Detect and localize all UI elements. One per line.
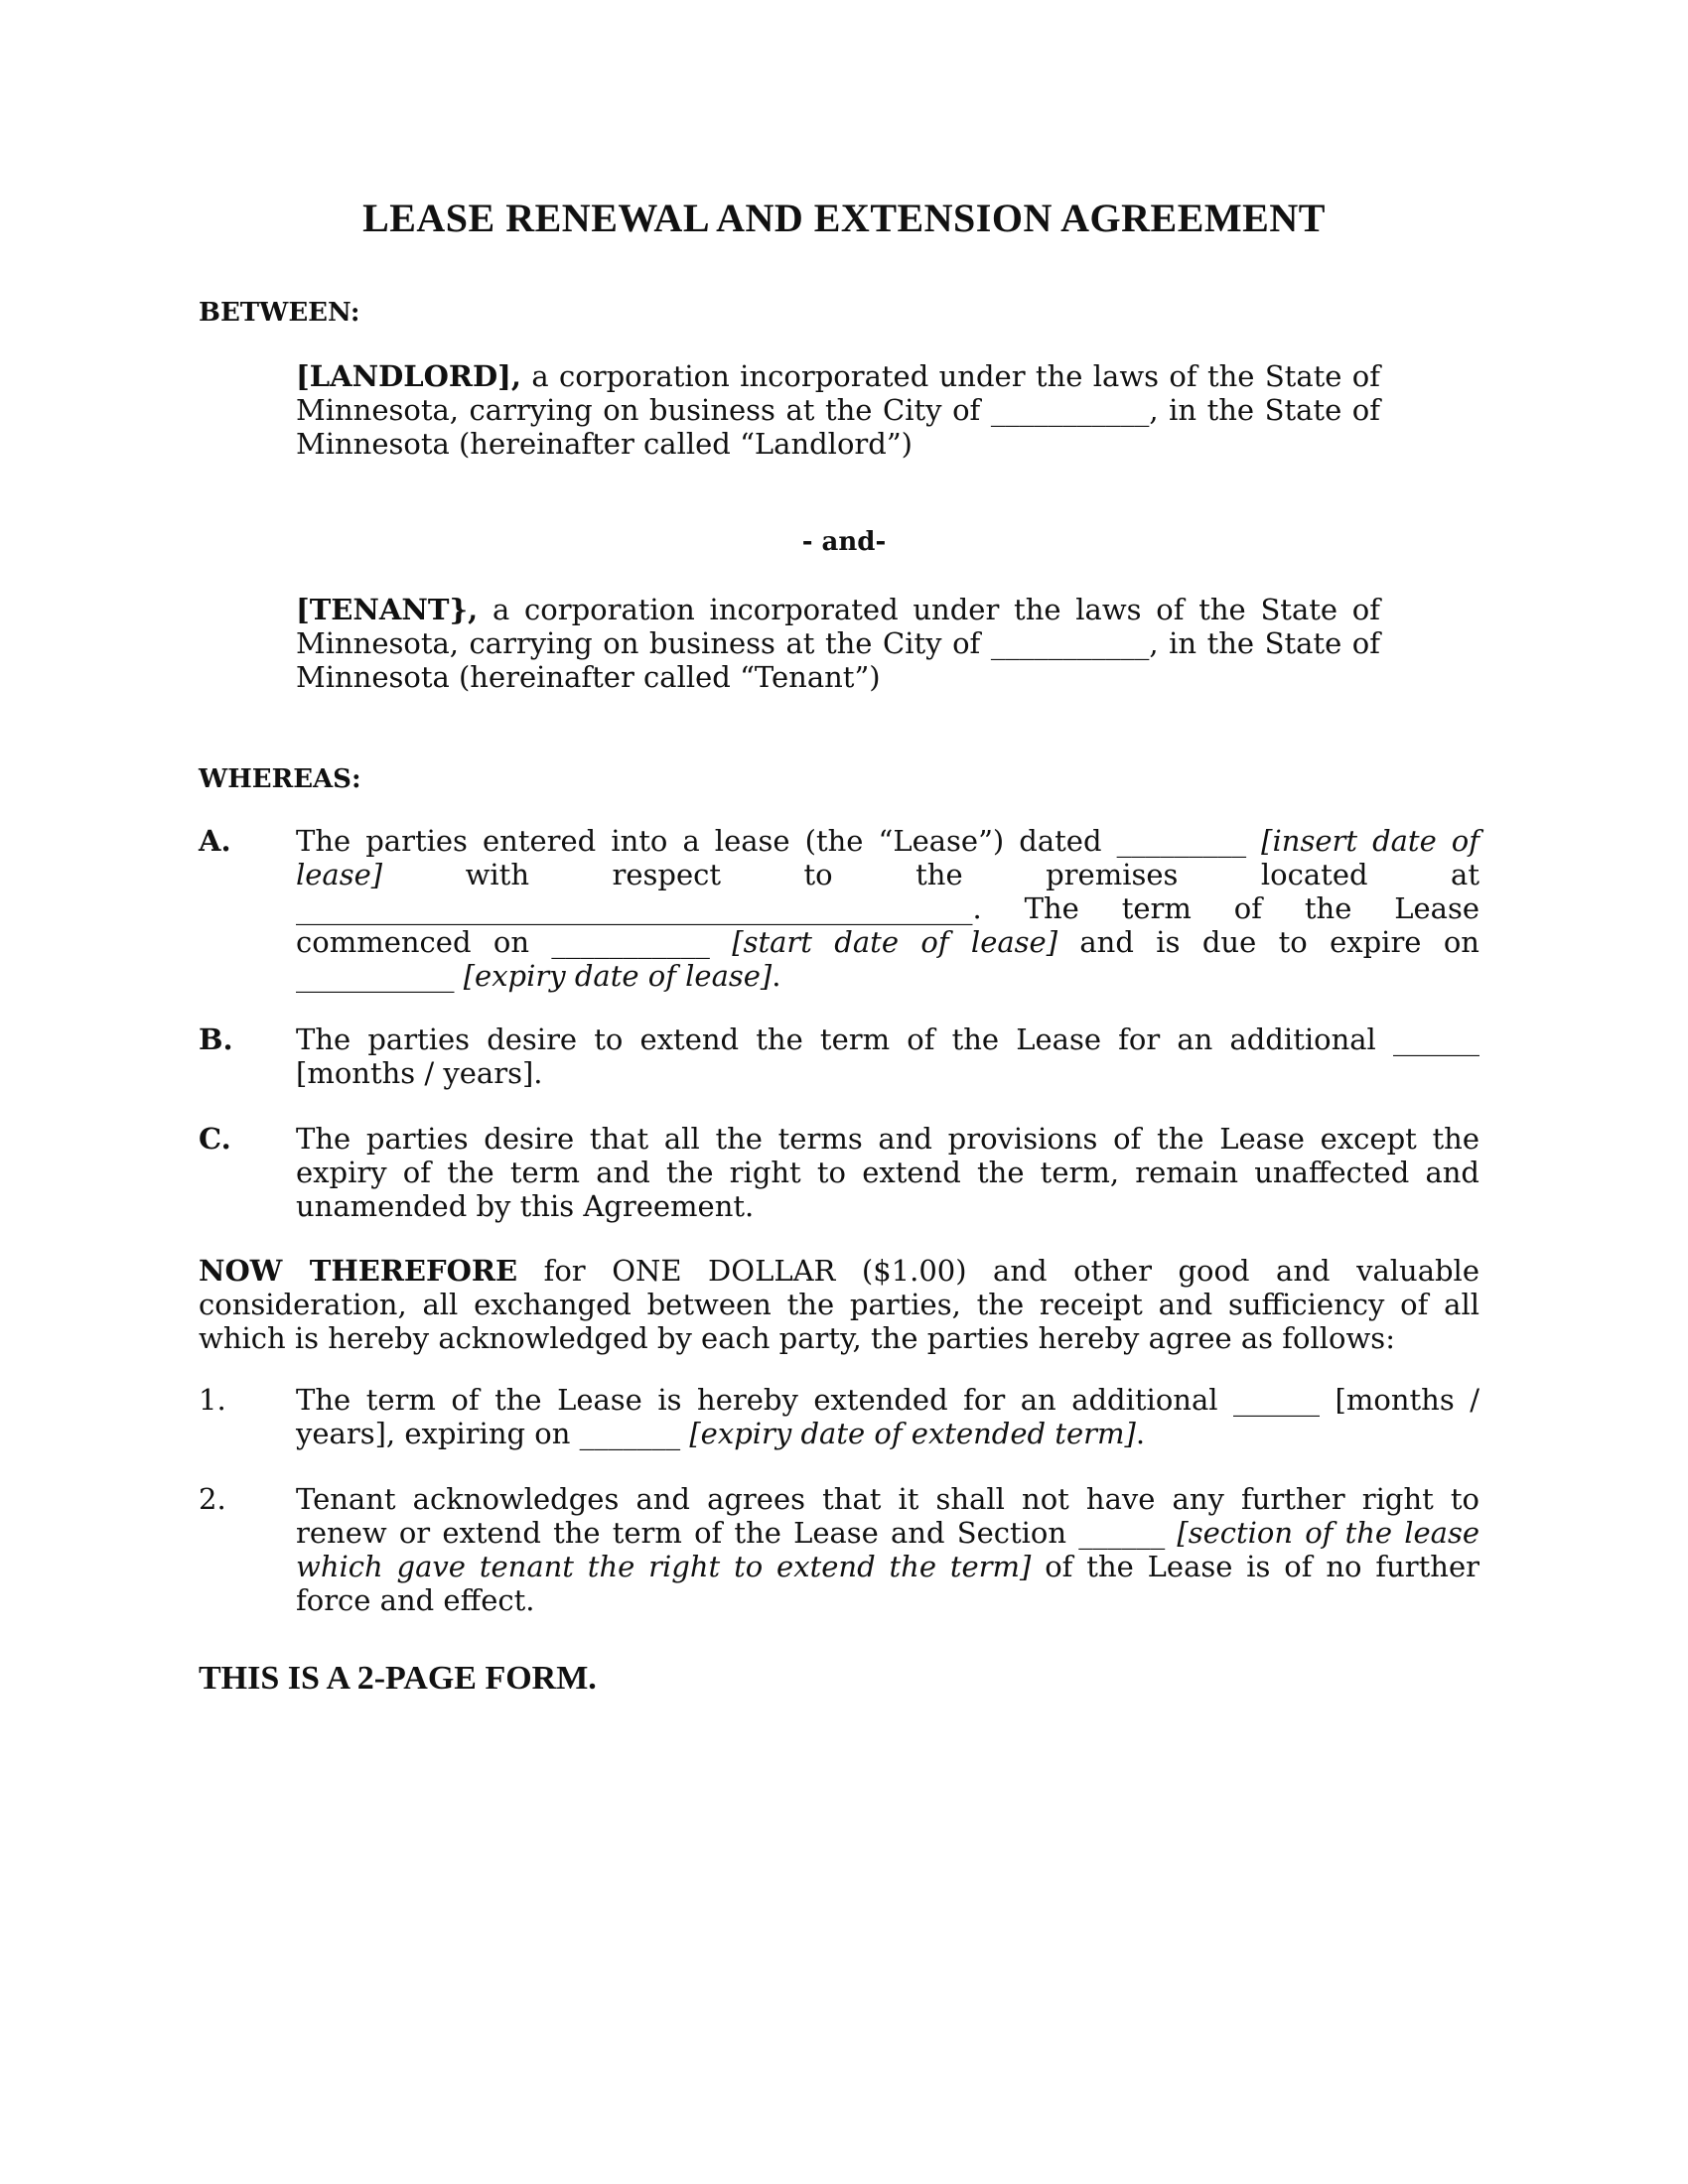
extended-expiry-blank: _______: [579, 1417, 681, 1450]
tenant-paragraph: [296, 593, 1380, 694]
recital-c-text: The parties desire that all the terms and provisions of the Lease except the expiry of the term and the right to extend the term, remain unaffected and unamended by this Agreement.: [296, 1122, 1479, 1223]
landlord-text-a: a corporation incorporated under the laws of the State of Minnesota, carrying on business at the City of: [296, 359, 1380, 427]
recital-b-marker: B.: [199, 1023, 233, 1056]
section-note: [section of the lease which gave tenant the right to extend the term]: [296, 1516, 1480, 1583]
landlord-paragraph: [296, 359, 1380, 461]
now-therefore-paragraph: [199, 1254, 1479, 1355]
recital-a-text-1: The parties entered into a lease (the “Lease”) dated: [296, 824, 1117, 858]
lease-date-note: [insert date of lease]: [296, 824, 1479, 891]
recital-a-text: [296, 824, 1479, 993]
clause-2-marker: 2.: [199, 1482, 226, 1516]
now-therefore-bold: NOW THEREFORE: [199, 1254, 518, 1288]
clause-1-marker: 1.: [199, 1383, 226, 1417]
clause-2-text-2: of the Lease is of no further force and effect.: [296, 1550, 1479, 1617]
landlord-text-b: , in the State of Minnesota (hereinafter called “Landlord”): [296, 393, 1380, 461]
recital-b-text-1: The parties desire to extend the term of the Lease for an additional: [296, 1023, 1393, 1056]
start-date-note: [start date of lease]: [709, 925, 1058, 959]
expiry-date-note: [expiry date of lease]: [454, 959, 773, 993]
clause-1-text-3: .: [1135, 1417, 1146, 1450]
additional-term-blank: ______: [1393, 1023, 1479, 1056]
whereas-label: WHEREAS:: [199, 764, 361, 794]
landlord-city-blank: ___________: [990, 393, 1150, 427]
premises-blank: _______________________________________________: [296, 891, 973, 925]
start-date-blank: ___________: [551, 925, 710, 959]
recital-b-text-2: [months / years].: [296, 1056, 543, 1090]
recital-a-text-4: and is due to expire on: [1057, 925, 1479, 959]
lease-date-blank: _________: [1116, 824, 1247, 858]
landlord-name: [LANDLORD],: [296, 359, 521, 393]
tenant-text-b: , in the State of Minnesota (hereinafter called “Tenant”): [296, 626, 1380, 694]
tenant-name: [TENANT},: [296, 593, 479, 626]
clause-2-text: [296, 1482, 1479, 1617]
recital-c-marker: C.: [199, 1122, 231, 1156]
recital-b-text: [296, 1023, 1479, 1090]
clause-2-text-1: Tenant acknowledges and agrees that it shall not have any further right to renew or extend the term of the Lease and Section: [296, 1482, 1479, 1550]
recital-a-text-2: with respect to the premises located at: [382, 858, 1479, 891]
tenant-text-a: a corporation incorporated under the laws of the State of Minnesota, carrying on business at the City of: [296, 593, 1380, 660]
extension-term-blank: ______: [1233, 1383, 1321, 1417]
recital-a-text-5: .: [772, 959, 781, 993]
page-count-note: THIS IS A 2-PAGE FORM.: [199, 1660, 597, 1697]
between-label: BETWEEN:: [199, 298, 360, 328]
extended-expiry-note: [expiry date of extended term]: [680, 1417, 1136, 1450]
and-separator: - and-: [801, 527, 887, 557]
tenant-city-blank: ___________: [990, 626, 1150, 660]
recital-a-marker: A.: [199, 824, 231, 858]
document-title: LEASE RENEWAL AND EXTENSION AGREEMENT: [362, 196, 1326, 240]
clause-1-text: [296, 1383, 1479, 1450]
section-blank: ______: [1078, 1516, 1166, 1550]
recital-a-text-3: . The term of the Lease commenced on: [296, 891, 1479, 959]
clause-1-text-2: [months / years], expiring on: [296, 1383, 1479, 1450]
clause-1-text-1: The term of the Lease is hereby extended for an additional: [296, 1383, 1234, 1417]
now-therefore-text: for ONE DOLLAR ($1.00) and other good and valuable consideration, all exchanged between the parties, the receipt and sufficiency of all which is hereby acknowledged by each party, the parties hereby agree as follows:: [199, 1254, 1479, 1355]
expiry-date-blank: ___________: [296, 959, 455, 993]
